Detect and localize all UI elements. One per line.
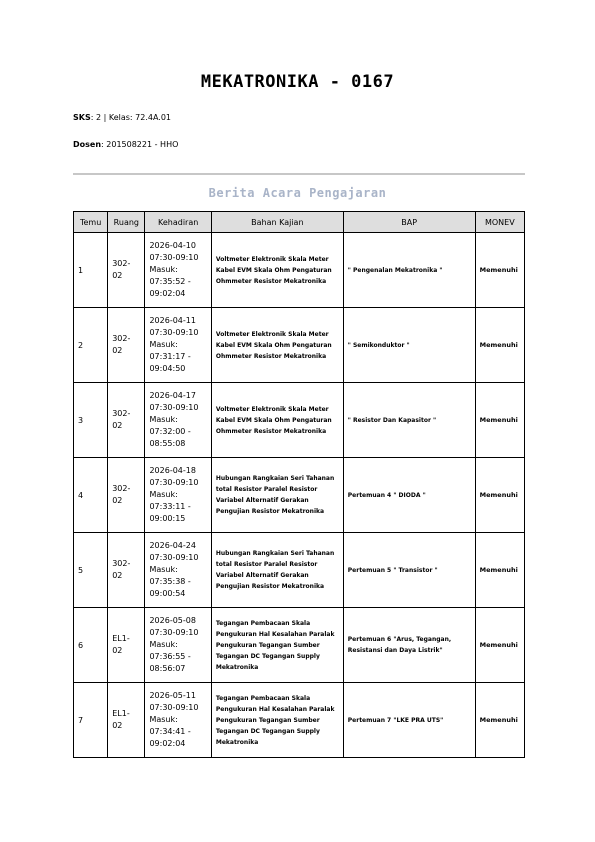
cell-temu: 7 (74, 683, 108, 758)
lecturer-info (73, 140, 178, 149)
cell-temu: 5 (74, 533, 108, 608)
header-monev: MONEV (475, 212, 524, 233)
cell-bap: Pertemuan 5 " Transistor " (343, 533, 475, 608)
table-row (74, 683, 525, 758)
sks-value: : 2 | Kelas: 72.4A.01 (90, 113, 172, 122)
cell-kehadiran: 2026-05-11 07:30-09:10 Masuk: 07:34:41 - 09:02:04 (145, 683, 211, 758)
header-bap: BAP (343, 212, 475, 233)
table-row (74, 533, 525, 608)
cell-monev: Memenuhi (475, 608, 524, 683)
header-kehadiran: Kehadiran (145, 212, 211, 233)
cell-bap: " Resistor Dan Kapasitor " (343, 383, 475, 458)
cell-bap: Pertemuan 7 "LKE PRA UTS" (343, 683, 475, 758)
cell-ruang: 302- 02 (108, 458, 145, 533)
cell-kehadiran: 2026-05-08 07:30-09:10 Masuk: 07:36:55 - 08:56:07 (145, 608, 211, 683)
cell-temu: 2 (74, 308, 108, 383)
cell-bahan-kajian: Hubungan Rangkaian Seri Tahanan total Resistor Paralel Resistor Variabel Alternatif Gerakan Pengujian Resistor Mekatronika (211, 458, 343, 533)
cell-monev: Memenuhi (475, 233, 524, 308)
cell-bahan-kajian: Voltmeter Elektronik Skala Meter Kabel EVM Skala Ohm Pengaturan Ohmmeter Resistor Mekatronika (211, 308, 343, 383)
cell-ruang: 302- 02 (108, 383, 145, 458)
header-bahan-kajian: Bahan Kajian (211, 212, 343, 233)
cell-bahan-kajian: Hubungan Rangkaian Seri Tahanan total Resistor Paralel Resistor Variabel Alternatif Gerakan Pengujian Resistor Mekatronika (211, 533, 343, 608)
cell-monev: Memenuhi (475, 308, 524, 383)
cell-ruang: 302- 02 (108, 308, 145, 383)
cell-bap: " Semikonduktor " (343, 308, 475, 383)
cell-ruang: EL1- 02 (108, 683, 145, 758)
cell-bap: Pertemuan 6 "Arus, Tegangan, Resistansi dan Daya Listrik" (343, 608, 475, 683)
cell-temu: 1 (74, 233, 108, 308)
cell-monev: Memenuhi (475, 383, 524, 458)
cell-kehadiran: 2026-04-18 07:30-09:10 Masuk: 07:33:11 - 09:00:15 (145, 458, 211, 533)
cell-bahan-kajian: Voltmeter Elektronik Skala Meter Kabel EVM Skala Ohm Pengaturan Ohmmeter Resistor Mekatronika (211, 233, 343, 308)
cell-temu: 4 (74, 458, 108, 533)
table-header-row (74, 212, 525, 233)
attendance-table (73, 211, 525, 758)
header-temu: Temu (74, 212, 108, 233)
dosen-value: : 201508221 - HHO (101, 140, 179, 149)
cell-ruang: 302- 02 (108, 533, 145, 608)
cell-kehadiran: 2026-04-10 07:30-09:10 Masuk: 07:35:52 - 09:02:04 (145, 233, 211, 308)
cell-monev: Memenuhi (475, 458, 524, 533)
cell-ruang: 302- 02 (108, 233, 145, 308)
divider (73, 173, 525, 175)
cell-bahan-kajian: Tegangan Pembacaan Skala Pengukuran Hal Kesalahan Paralak Pengukuran Tegangan Sumber Tegangan DC Tegangan Supply Mekatronika (211, 683, 343, 758)
table-row (74, 308, 525, 383)
course-info (73, 113, 171, 122)
cell-bap: " Pengenalan Mekatronika " (343, 233, 475, 308)
page-title: MEKATRONIKA - 0167 (200, 72, 395, 92)
cell-temu: 6 (74, 608, 108, 683)
table-row (74, 383, 525, 458)
cell-monev: Memenuhi (475, 533, 524, 608)
cell-monev: Memenuhi (475, 683, 524, 758)
cell-kehadiran: 2026-04-17 07:30-09:10 Masuk: 07:32:00 - 08:55:08 (145, 383, 211, 458)
cell-bahan-kajian: Tegangan Pembacaan Skala Pengukuran Hal Kesalahan Paralak Pengukuran Tegangan Sumber Tegangan DC Tegangan Supply Mekatronika (211, 608, 343, 683)
sks-label: SKS (73, 113, 91, 122)
dosen-label: Dosen (73, 140, 102, 149)
header-ruang: Ruang (108, 212, 145, 233)
table-row (74, 233, 525, 308)
section-title: Berita Acara Pengajaran (208, 186, 387, 200)
cell-kehadiran: 2026-04-11 07:30-09:10 Masuk: 07:31:17 - 09:04:50 (145, 308, 211, 383)
cell-bahan-kajian: Voltmeter Elektronik Skala Meter Kabel EVM Skala Ohm Pengaturan Ohmmeter Resistor Mekatronika (211, 383, 343, 458)
table-row (74, 458, 525, 533)
cell-ruang: EL1- 02 (108, 608, 145, 683)
cell-bap: Pertemuan 4 " DIODA " (343, 458, 475, 533)
cell-kehadiran: 2026-04-24 07:30-09:10 Masuk: 07:35:38 - 09:00:54 (145, 533, 211, 608)
table-row (74, 608, 525, 683)
cell-temu: 3 (74, 383, 108, 458)
